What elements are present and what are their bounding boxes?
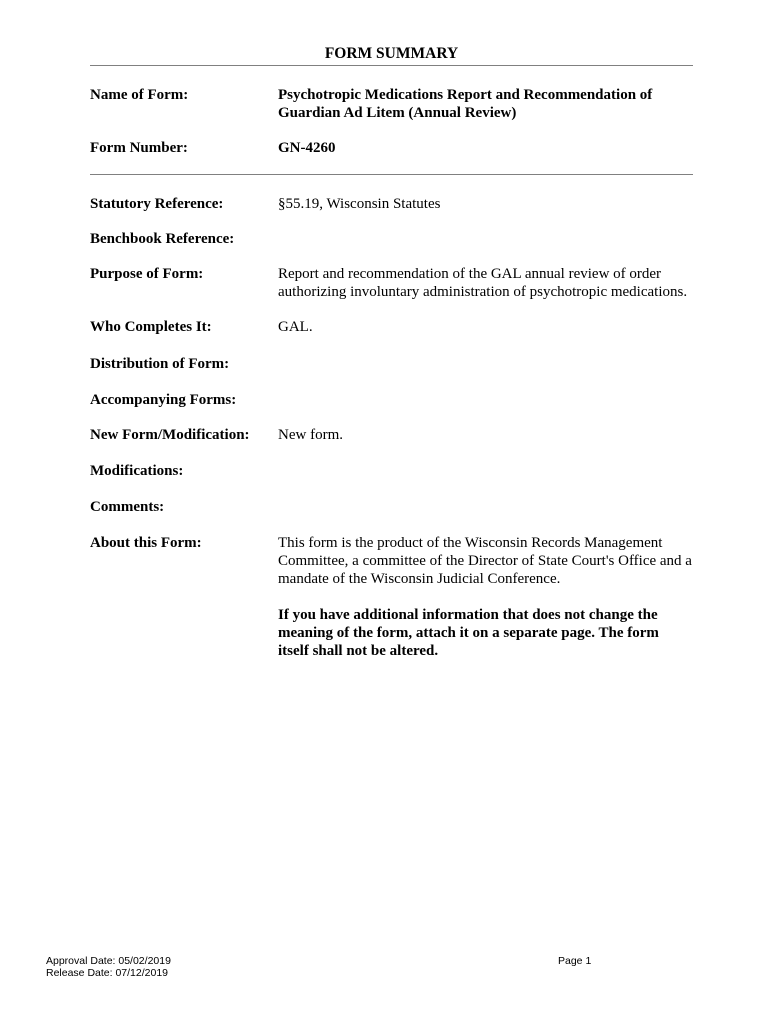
about-line-3: mandate of the Wisconsin Judicial Conference. — [278, 571, 561, 587]
name-of-form-line-2: Guardian Ad Litem (Annual Review) — [278, 105, 517, 121]
approval-date: Approval Date: 05/02/2019 — [46, 955, 171, 967]
middle-divider — [90, 174, 693, 175]
purpose-of-form-label: Purpose of Form: — [90, 266, 204, 282]
about-line-2: Committee, a committee of the Director of State Court's Office and a — [278, 553, 692, 569]
new-form-modification-value: New form. — [278, 427, 343, 443]
about-notice — [278, 606, 698, 660]
who-completes-it-label: Who Completes It: — [90, 319, 212, 335]
purpose-line-2: authorizing involuntary administration of psychotropic medications. — [278, 284, 688, 300]
statutory-reference-label: Statutory Reference: — [90, 196, 224, 212]
name-of-form-value — [278, 86, 698, 122]
modifications-label: Modifications: — [90, 463, 184, 479]
name-of-form-label: Name of Form: — [90, 87, 189, 103]
page-title: FORM SUMMARY — [324, 45, 459, 62]
purpose-line-1: Report and recommendation of the GAL annual review of order — [278, 266, 662, 282]
form-number-value: GN-4260 — [278, 140, 336, 156]
notice-line-2: meaning of the form, attach it on a separate page. The form — [278, 625, 659, 641]
name-of-form-line-1: Psychotropic Medications Report and Recommendation of — [278, 87, 653, 103]
distribution-of-form-label: Distribution of Form: — [90, 356, 230, 372]
notice-line-1: If you have additional information that does not change the — [278, 607, 658, 623]
release-date: Release Date: 07/12/2019 — [46, 967, 169, 979]
purpose-of-form-value — [278, 265, 698, 301]
who-completes-it-value: GAL. — [278, 319, 313, 335]
comments-label: Comments: — [90, 499, 165, 515]
page-number: Page 1 — [558, 955, 592, 967]
footer-dates — [46, 955, 171, 979]
benchbook-reference-label: Benchbook Reference: — [90, 231, 235, 247]
statutory-reference-value: §55.19, Wisconsin Statutes — [278, 196, 441, 212]
about-line-1: This form is the product of the Wisconsin Records Management — [278, 535, 663, 551]
form-number-label: Form Number: — [90, 140, 188, 156]
new-form-modification-label: New Form/Modification: — [90, 427, 250, 443]
notice-line-3: itself shall not be altered. — [278, 643, 439, 659]
about-this-form-label: About this Form: — [90, 535, 202, 551]
top-divider — [90, 65, 693, 66]
accompanying-forms-label: Accompanying Forms: — [90, 392, 237, 408]
about-this-form-value — [278, 534, 698, 588]
